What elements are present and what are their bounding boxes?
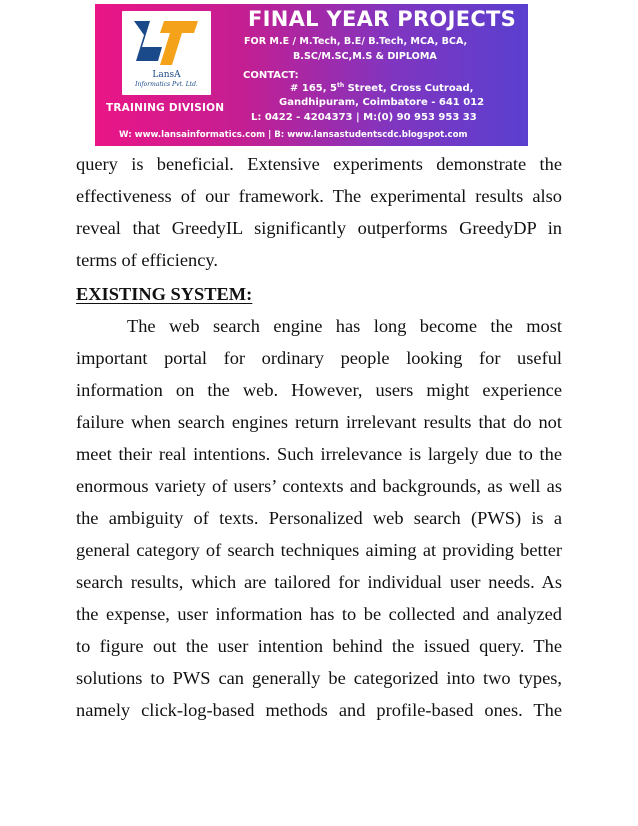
paragraph-line: namely click-log-based methods and profile-based ones. The	[76, 700, 562, 720]
phone-line: L: 0422 - 4204373 | M:(0) 90 953 953 33	[251, 112, 477, 123]
paragraph-line: enormous variety of users’ contexts and backgrounds, as well as	[76, 476, 562, 496]
logo-name: LansA	[152, 70, 181, 80]
header-banner	[95, 4, 528, 146]
paragraph-line: the expense, user information has to be collected and analyzed	[76, 604, 562, 624]
company-logo	[122, 11, 211, 95]
intro-line: query is beneficial. Extensive experiments demonstrate the	[76, 154, 562, 174]
logo-subtitle: Informatics Pvt. Ltd.	[135, 81, 198, 88]
paragraph-line: information on the web. However, users might experience	[76, 380, 562, 400]
paragraph-line: search results, which are tailored for individual user needs. As	[76, 572, 562, 592]
website-line: W: www.lansainformatics.com | B: www.lansastudentscdc.blogspot.com	[119, 130, 468, 140]
contact-label: CONTACT:	[243, 70, 299, 81]
address-line-2: Gandhipuram, Coimbatore - 641 012	[279, 97, 485, 108]
paragraph-line: solutions to PWS can generally be categorized into two types,	[76, 668, 562, 688]
banner-title: FINAL YEAR PROJECTS	[248, 7, 517, 31]
address-line-1: # 165, 5th Street, Cross Cutroad,	[290, 82, 474, 94]
degrees-line: B.SC/M.SC,M.S & DIPLOMA	[293, 51, 437, 62]
section-heading: EXISTING SYSTEM:	[76, 284, 253, 304]
intro-line: effectiveness of our framework. The experimental results also	[76, 186, 562, 206]
training-division-label: TRAINING DIVISION	[106, 102, 225, 114]
paragraph-line: to figure out the user intention behind the issued query. The	[76, 636, 562, 656]
paragraph-line: the ambiguity of texts. Personalized web search (PWS) is a	[76, 508, 562, 528]
paragraph-line: failure when search engines return irrelevant results that do not	[76, 412, 562, 432]
logo-mark-icon	[130, 17, 202, 69]
paragraph-line: meet their real intentions. Such irrelevance is largely due to the	[76, 444, 562, 464]
intro-line: reveal that GreedyIL significantly outperforms GreedyDP in	[76, 218, 562, 238]
paragraph-line: general category of search techniques aiming at providing better	[76, 540, 562, 560]
paragraph-line: important portal for ordinary people looking for useful	[76, 348, 562, 368]
intro-line: terms of efficiency.	[76, 250, 218, 270]
paragraph-line: The web search engine has long become the most	[127, 316, 562, 336]
courses-line: FOR M.E / M.Tech, B.E/ B.Tech, MCA, BCA,	[244, 36, 468, 47]
